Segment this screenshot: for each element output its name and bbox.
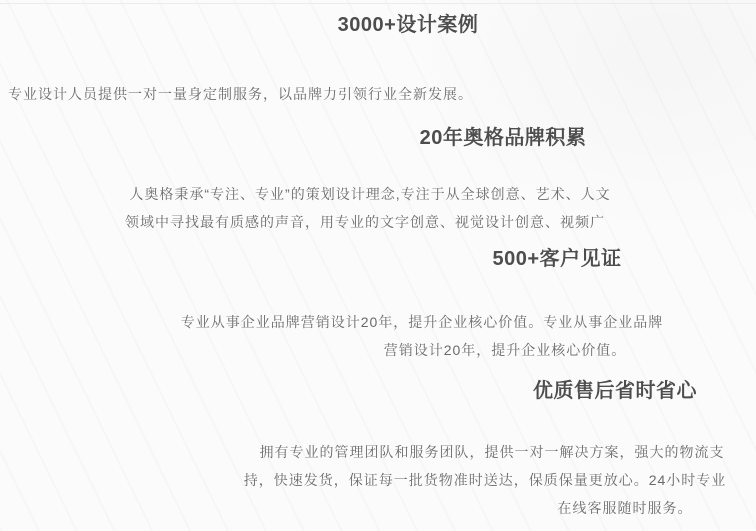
section-line-client-testimonials-1: 专业从事企业品牌营销设计20年，提升企业核心价值。专业从事企业品牌 [180, 314, 664, 330]
section-title-brand-years: 20年奥格品牌积累 [419, 127, 587, 149]
section-line-after-sales-3: 在线客服随时服务。 [557, 500, 693, 516]
section-line-after-sales-2: 持，快速发货，保证每一批货物准时送达，保质保量更放心。24小时专业 [243, 472, 727, 488]
section-title-design-cases: 3000+设计案例 [337, 14, 479, 36]
section-line-brand-years-2: 领域中寻找最有质感的声音，用专业的文字创意、视觉设计创意、视频广 [125, 214, 605, 230]
section-line-client-testimonials-2: 营销设计20年，提升企业核心价值。 [383, 342, 627, 358]
section-line-brand-years-1: 人奥格秉承“专注、专业”的策划设计理念,专注于从全球创意、艺术、人文 [129, 186, 611, 202]
top-divider [0, 3, 756, 4]
section-line-design-cases-1: 专业设计人员提供一对一量身定制服务，以品牌力引领行业全新发展。 [8, 86, 473, 102]
section-title-after-sales: 优质售后省时省心 [533, 380, 697, 402]
section-line-after-sales-1: 拥有专业的管理团队和服务团队，提供一对一解决方案，强大的物流支 [259, 444, 725, 460]
section-title-client-testimonials: 500+客户见证 [492, 248, 622, 270]
